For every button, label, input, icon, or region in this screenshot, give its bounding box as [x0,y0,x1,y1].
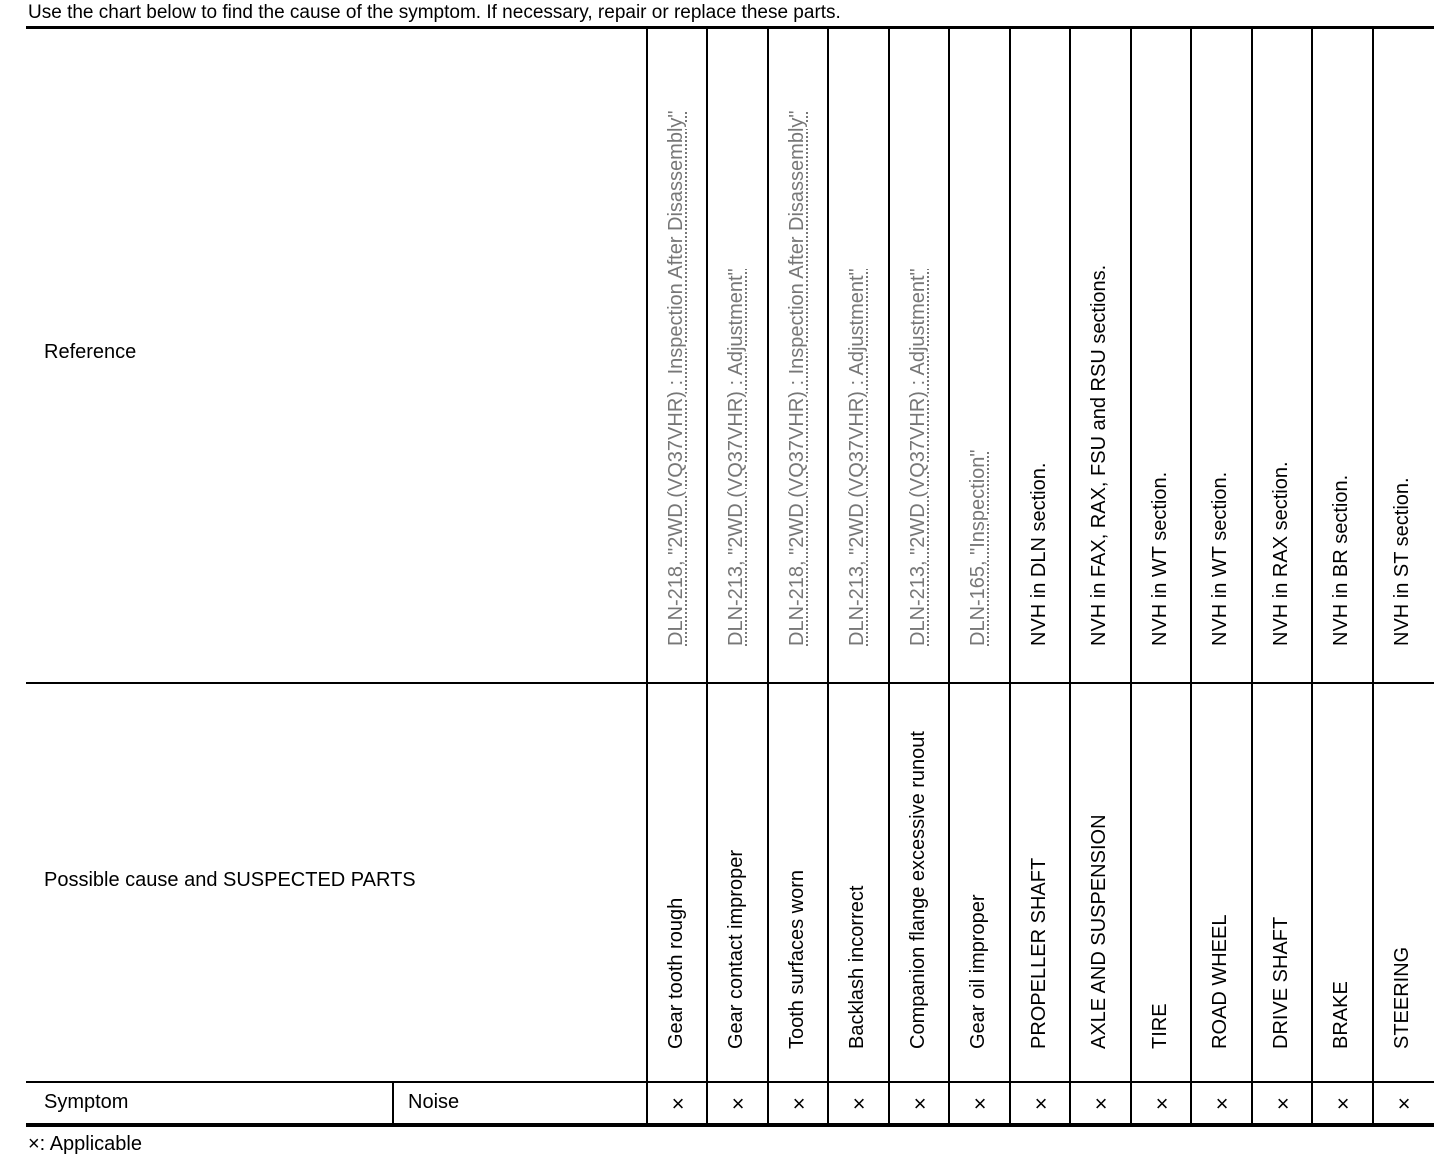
suspected-part-cell [1132,684,1192,1081]
suspected-part-cell [1011,684,1071,1081]
symptom-value-divider [392,1082,394,1124]
reference-link[interactable]: DLN-213, "2WD (VQ37VHR) : Adjustment" [725,268,747,646]
suspected-part-label: STEERING [1391,946,1413,1049]
reference-label: Reference [44,341,137,363]
reference-text: NVH in RAX section. [1270,461,1292,646]
reference-cell [1011,29,1071,682]
applicable-mark: × [1276,1091,1290,1116]
suspected-part-label: AXLE AND SUSPENSION [1088,814,1110,1049]
suspected-part-cell [769,684,829,1081]
reference-link[interactable]: DLN-218, "2WD (VQ37VHR) : Inspection After Disassembly" [786,110,808,646]
suspected-part-label: Gear oil improper [967,894,989,1049]
suspected-part-label: DRIVE SHAFT [1270,916,1292,1049]
reference-cell [950,29,1010,682]
causes-row-divider [26,1081,1434,1083]
reference-text: NVH in ST section. [1391,477,1413,646]
applicable-mark: × [1155,1091,1169,1116]
applicable-mark: × [1397,1091,1411,1116]
suspected-part-label: TIRE [1149,1003,1171,1049]
reference-cell [1071,29,1131,682]
suspected-part-cell [1253,684,1313,1081]
applicable-mark: × [852,1091,866,1116]
suspected-part-label: Backlash incorrect [846,885,868,1049]
reference-text: NVH in FAX, RAX, FSU and RSU sections. [1088,264,1110,646]
suspected-part-cell [829,684,889,1081]
reference-cell [1132,29,1192,682]
suspected-part-cell [950,684,1010,1081]
suspected-part-cell [1071,684,1131,1081]
suspected-part-label: Tooth surfaces worn [786,870,808,1049]
applicable-mark: × [671,1091,685,1116]
suspected-part-label: Gear contact improper [725,850,747,1049]
possible-cause-label: Possible cause and SUSPECTED PARTS [44,869,416,891]
symptom-label: Symptom [44,1091,129,1113]
suspected-part-label: ROAD WHEEL [1209,914,1231,1049]
applicable-mark: × [1094,1091,1108,1116]
reference-text: NVH in DLN section. [1028,462,1050,646]
table-bottom-border [26,1123,1434,1127]
intro-text: Use the chart below to find the cause of the symptom. If necessary, repair or replace these parts. [28,2,841,23]
reference-text: NVH in WT section. [1209,471,1231,646]
reference-cell [829,29,889,682]
applicable-mark: × [792,1091,806,1116]
reference-link[interactable]: DLN-165, "Inspection" [967,449,989,646]
reference-cell [648,29,708,682]
applicable-mark: × [973,1091,987,1116]
reference-cell [1313,29,1373,682]
applicable-mark: × [1215,1091,1229,1116]
reference-text: NVH in WT section. [1149,471,1171,646]
suspected-part-label: BRAKE [1330,981,1352,1049]
suspected-part-label: PROPELLER SHAFT [1028,857,1050,1049]
reference-cell [708,29,768,682]
suspected-part-cell [708,684,768,1081]
reference-cell [1192,29,1252,682]
reference-cell [1253,29,1313,682]
reference-link[interactable]: DLN-213, "2WD (VQ37VHR) : Adjustment" [907,268,929,646]
applicable-mark: × [913,1091,927,1116]
legend-applicable: ×: Applicable [28,1133,142,1155]
reference-cell [1374,29,1434,682]
reference-text: NVH in BR section. [1330,474,1352,646]
reference-link[interactable]: DLN-213, "2WD (VQ37VHR) : Adjustment" [846,268,868,646]
reference-cell [769,29,829,682]
symptom-value-noise: Noise [408,1091,460,1113]
suspected-part-cell [648,684,708,1081]
reference-cell [890,29,950,682]
suspected-part-cell [1313,684,1373,1081]
suspected-part-cell [1374,684,1434,1081]
applicable-mark: × [1034,1091,1048,1116]
applicable-mark: × [1336,1091,1350,1116]
suspected-part-label: Companion flange excessive runout [907,731,929,1049]
applicable-mark: × [731,1091,745,1116]
reference-link[interactable]: DLN-218, "2WD (VQ37VHR) : Inspection After Disassembly" [665,110,687,646]
suspected-part-cell [890,684,950,1081]
suspected-part-label: Gear tooth rough [665,897,687,1049]
suspected-part-cell [1192,684,1252,1081]
